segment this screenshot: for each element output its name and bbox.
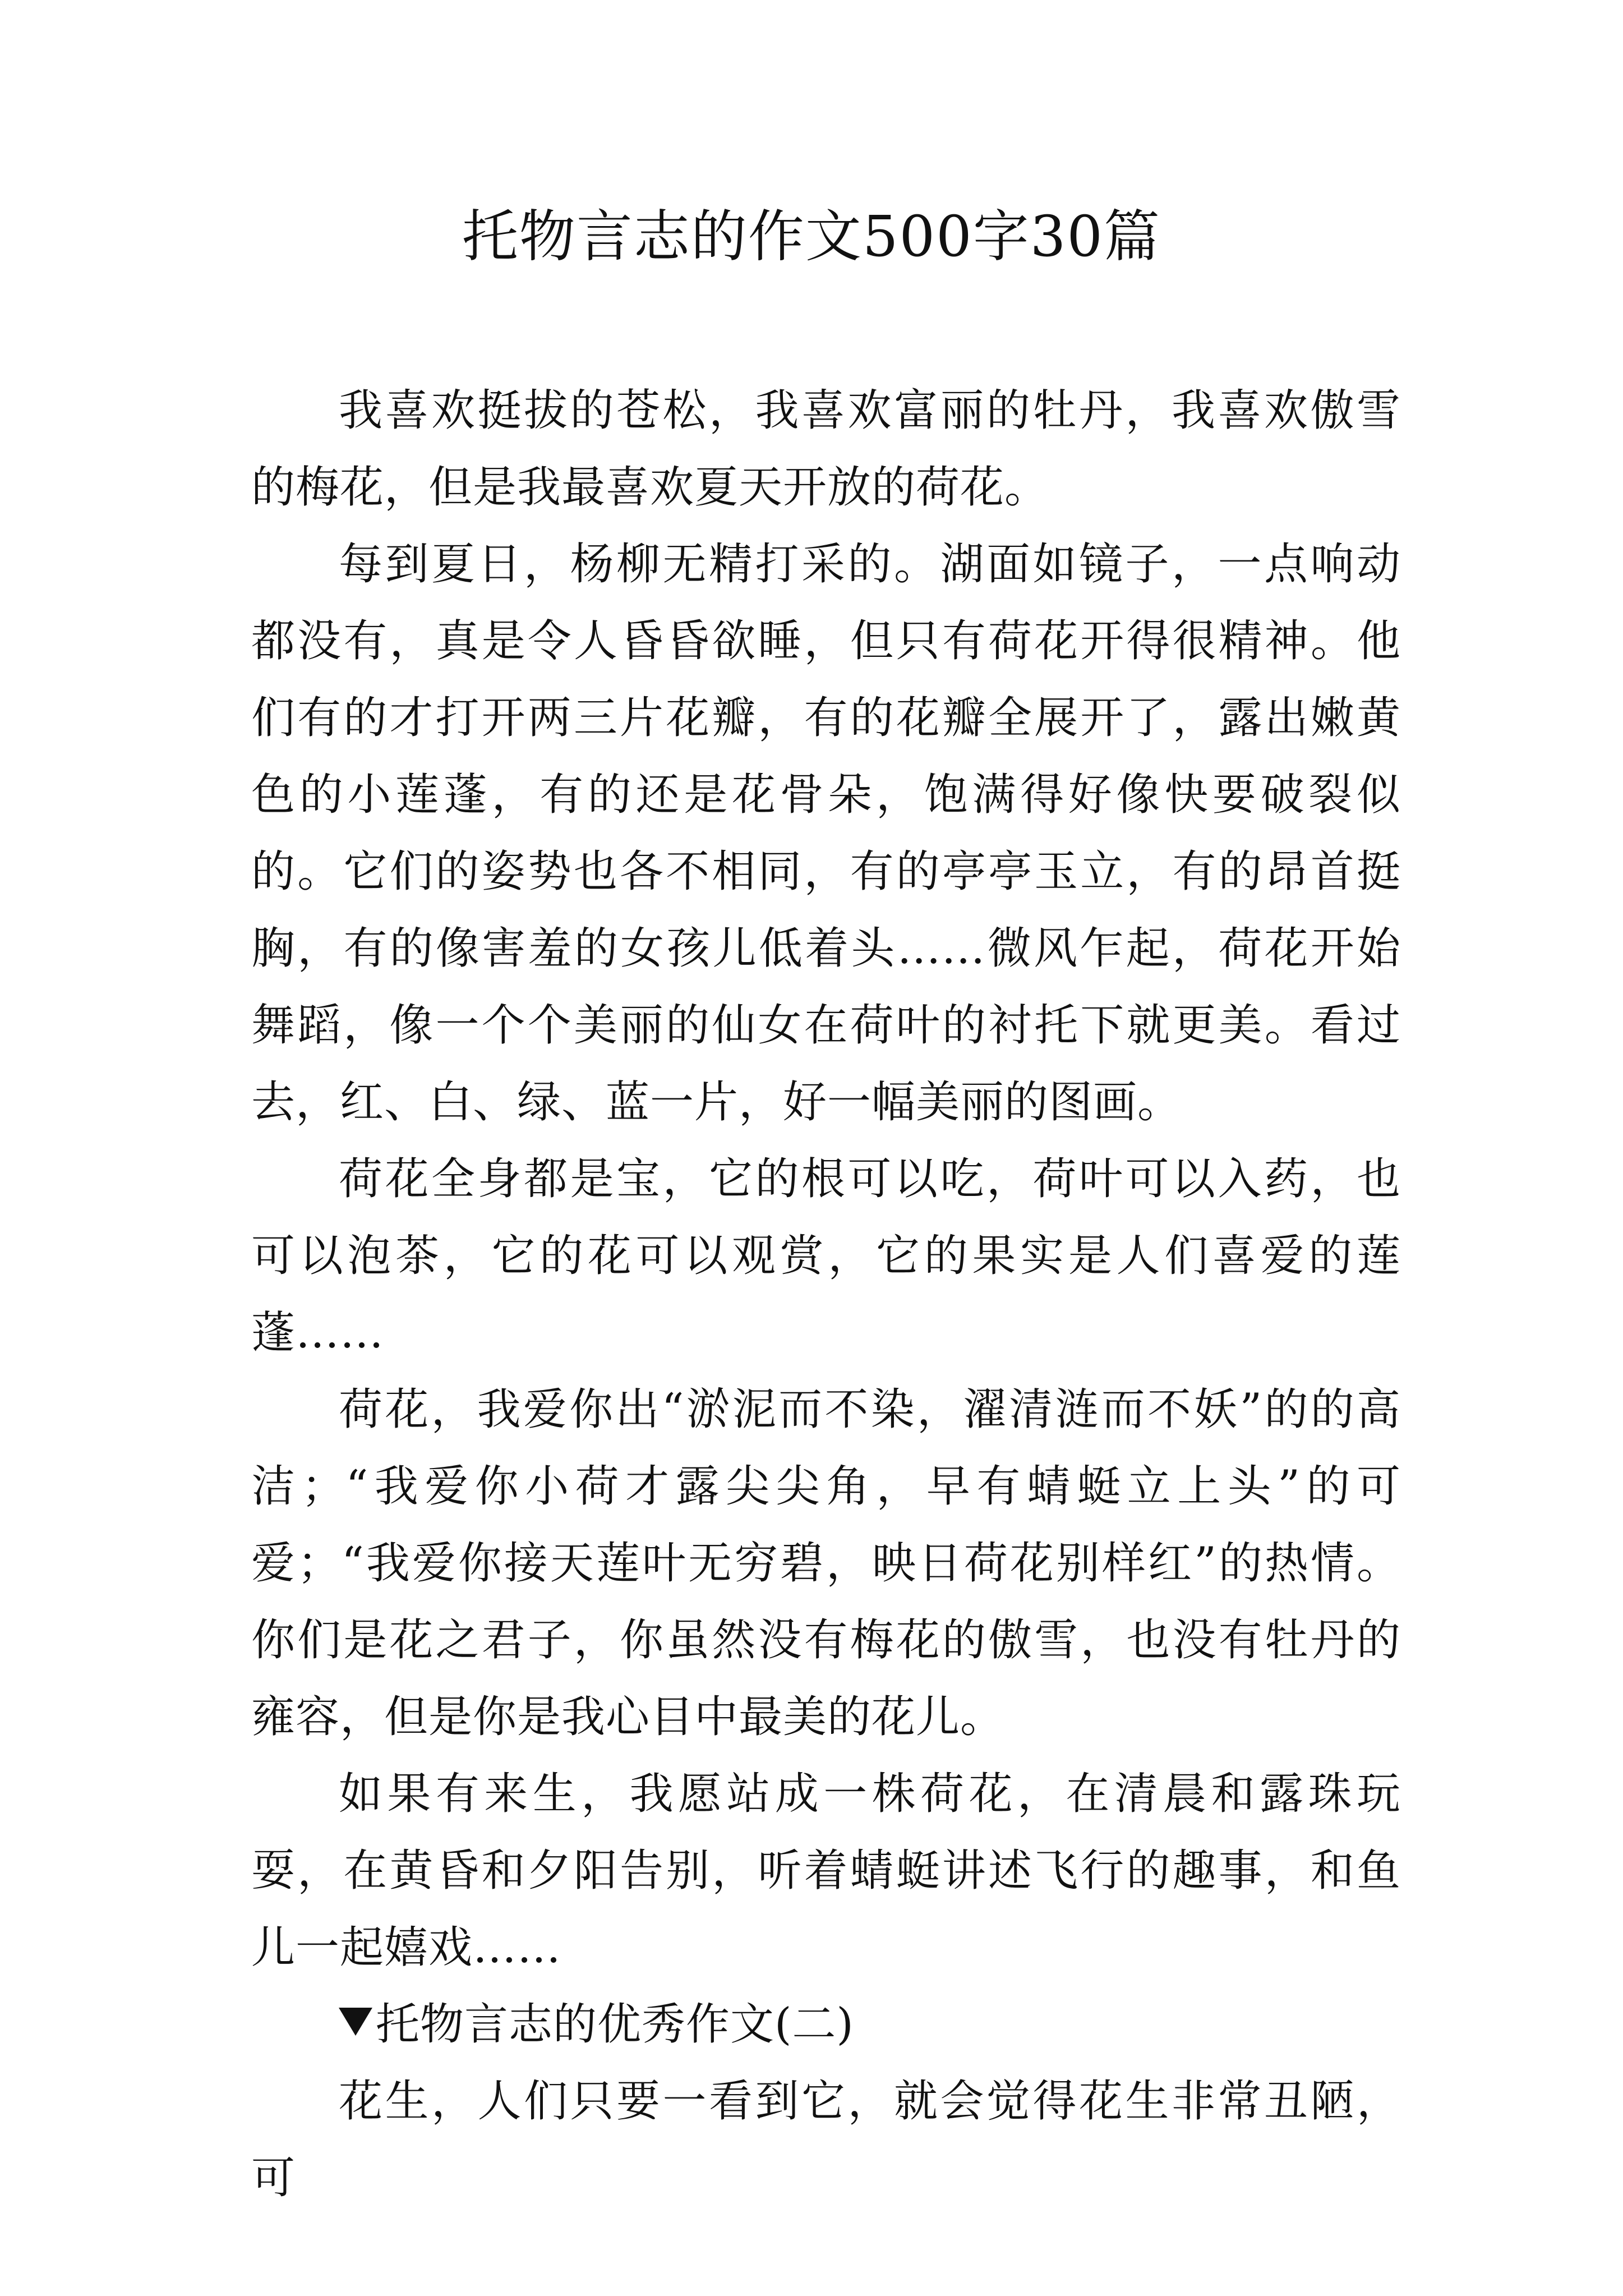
document-title: 托物言志的作文500字30篇 [462, 204, 1161, 269]
document-body [251, 372, 1401, 2217]
paragraph-6: 花生，人们只要一看到它，就会觉得花生非常丑陋，可 [251, 2076, 1401, 2203]
down-triangle-icon [339, 2008, 372, 2036]
paragraph-5: 如果有来生，我愿站成一株荷花，在清晨和露珠玩耍，在黄昏和夕阳告别，听着蜻蜓讲述飞行的趣事，和鱼儿一起嬉戏…… [251, 1769, 1401, 1973]
paragraph-4: 荷花，我爱你出“淤泥而不染，濯清涟而不妖”的的高洁；“我爱你小荷才露尖尖角，早有蜻蜓立上头”的可爱；“我爱你接天莲叶无穷碧，映日荷花别样红”的热情。你们是花之君子，你虽然没有梅花的傲雪，也没有牡丹的雍容，但是你是我心目中最美的花儿。 [251, 1384, 1401, 1742]
paragraph-2: 每到夏日，杨柳无精打采的。湖面如镜子，一点响动都没有，真是令人昏昏欲睡，但只有荷花开得很精神。他们有的才打开两三片花瓣，有的花瓣全展开了，露出嫩黄色的小莲蓬，有的还是花骨朵，饱满得好像快要破裂似的。它们的姿势也各不相同，有的亭亭玉立，有的昂首挺胸，有的像害羞的女孩儿低着头……微风乍起，荷花开始舞蹈，像一个个美丽的仙女在荷叶的衬托下就更美。看过去，红、白、绿、蓝一片，好一幅美丽的图画。 [251, 539, 1401, 1128]
paragraph-1: 我喜欢挺拔的苍松，我喜欢富丽的牡丹，我喜欢傲雪的梅花，但是我最喜欢夏天开放的荷花。 [251, 385, 1401, 513]
section-subheading [251, 1986, 1401, 2063]
paragraph-3: 荷花全身都是宝，它的根可以吃，荷叶可以入药，也可以泡茶，它的花可以观赏，它的果实是人们喜爱的莲蓬…… [251, 1154, 1401, 1358]
subheading-text: 托物言志的优秀作文(二) [376, 1999, 854, 2050]
